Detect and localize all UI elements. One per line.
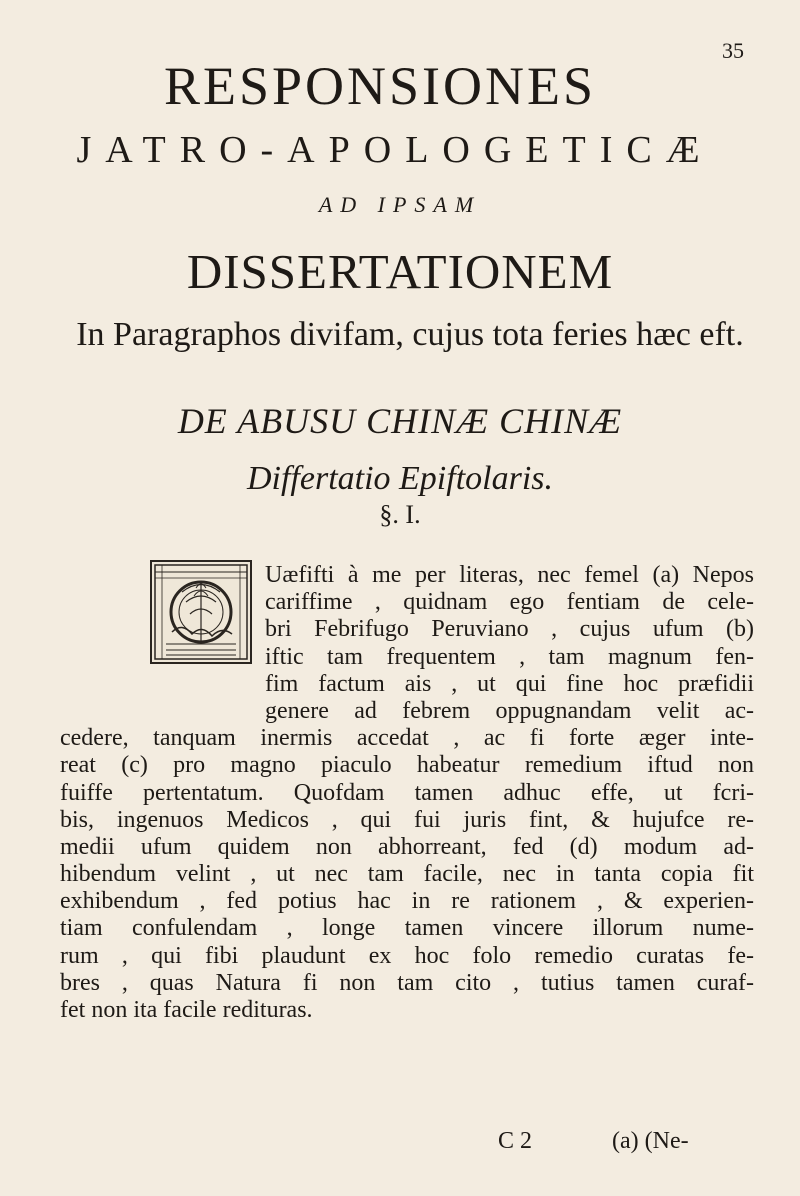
body-line: bres , quas Natura fi non tam cito , tutius tamen curaf- [60,969,754,996]
treatise-title: DE ABUSU CHINÆ CHINÆ [177,401,623,441]
body-line: fuiffe pertentatum. Quofdam tamen adhuc effe, ut fcri- [60,779,754,806]
title-in-paragraphos: In Paragraphos divifam, cujus tota feries hæc eft. [76,316,744,353]
body-line: tiam confulendam , longe tamen vincere illorum nume- [60,915,754,942]
title-ad-ipsam: AD IPSAM [318,192,482,217]
body-line: hibendum velint , ut nec tam facile, nec in tanta copia fit [60,861,754,888]
body-line: rum , qui fibi plaudunt ex hoc folo remedio curatas fe- [60,942,754,969]
title-dissertationem: DISSERTATIONEM [186,244,614,299]
title-jatro-apologeticae: JATRO-APOLOGETICÆ [76,129,714,171]
body-line: exhibendum , fed potius hac in re rationem , & experien- [60,888,754,915]
body-line: cariffime , quidnam ego fentiam de cele- [265,589,754,616]
body-line: bri Febrifugo Peruviano , cujus ufum (b) [265,616,754,643]
body-line: cedere, tanquam inermis accedat , ac fi forte æger inte- [60,725,754,752]
body-line: reat (c) pro magno piaculo habeatur remedium iftud non [60,752,754,779]
section-mark: §. I. [379,500,421,529]
page-number: 35 [722,38,744,63]
body-line: genere ad febrem oppugnandam velit ac- [265,697,754,724]
signature-mark: C 2 [498,1128,533,1154]
body-line: fim factum ais , ut qui fine hoc præfidii [265,670,754,697]
treatise-subtitle: Differtatio Epiftolaris. [246,460,554,497]
title-responsiones: RESPONSIONES [163,56,597,116]
body-line: bis, ingenuos Medicos , qui fui juris fint, & hujufce re- [60,806,754,833]
body-line: fet non ita facile redituras. [60,997,313,1023]
body-line: iftic tam frequentem , tam magnum fen- [265,643,754,670]
catchword: (a) (Ne- [612,1128,689,1154]
body-line: medii ufum quidem non abhorreant, fed (d) modum ad- [60,833,754,860]
body-line: Uæfifti à me per literas, nec femel (a) Nepos [265,562,754,588]
body-text [60,562,754,1024]
